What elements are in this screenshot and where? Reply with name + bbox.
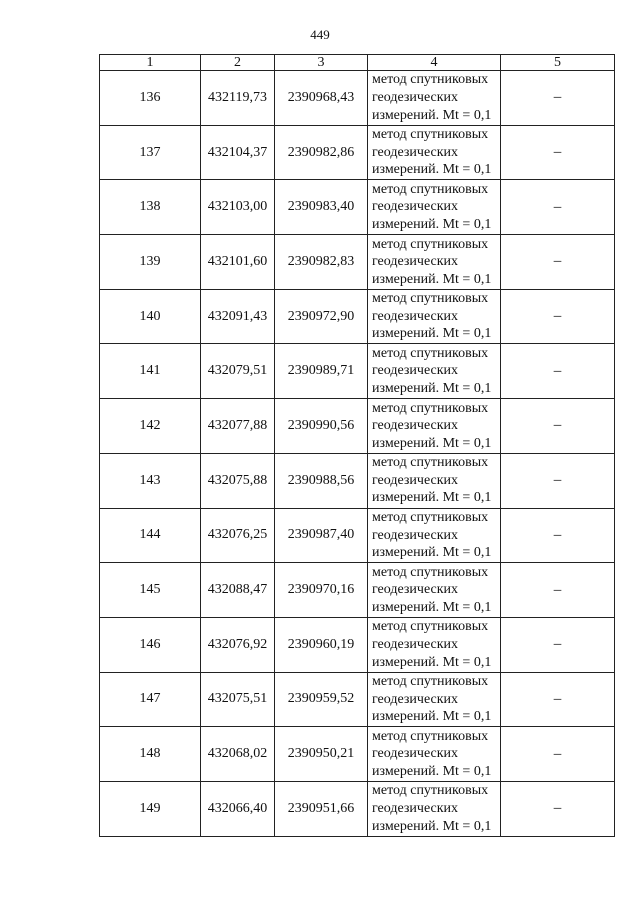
point-number-cell: 149 [100, 781, 201, 836]
table-row [100, 71, 615, 126]
coordinate-y-cell: 2390990,56 [275, 399, 368, 454]
coordinate-x-cell: 432088,47 [201, 563, 275, 618]
method-line: измерений. Mt = 0,1 [372, 763, 492, 779]
table-row [100, 617, 615, 672]
coordinate-y-cell: 2390989,71 [275, 344, 368, 399]
coordinate-x-cell: 432077,88 [201, 399, 275, 454]
method-cell [368, 727, 501, 782]
table-row [100, 453, 615, 508]
method-line: измерений. Mt = 0,1 [372, 162, 492, 178]
method-line: метод спутниковых [372, 345, 489, 361]
table-row [100, 781, 615, 836]
coordinate-y-cell: 2390987,40 [275, 508, 368, 563]
method-line: геодезических [372, 582, 459, 598]
note-cell [501, 399, 615, 454]
coordinate-x-cell: 432066,40 [201, 781, 275, 836]
note-dash: – [553, 800, 562, 817]
table-row [100, 344, 615, 399]
column-header-4: 4 [368, 55, 501, 71]
method-line: геодезических [372, 691, 459, 707]
note-cell [501, 781, 615, 836]
point-number-cell: 141 [100, 344, 201, 399]
point-number-cell: 147 [100, 672, 201, 727]
method-line: измерений. Mt = 0,1 [372, 271, 492, 287]
point-number-cell: 139 [100, 235, 201, 290]
method-cell [368, 125, 501, 180]
coordinates-table [99, 54, 615, 837]
table-row [100, 508, 615, 563]
method-cell [368, 453, 501, 508]
method-line: метод спутниковых [372, 72, 489, 88]
method-line: метод спутниковых [372, 509, 489, 525]
note-dash: – [553, 745, 562, 762]
note-dash: – [553, 472, 562, 489]
note-dash: – [553, 581, 562, 598]
method-line: метод спутниковых [372, 236, 489, 252]
method-cell [368, 617, 501, 672]
note-cell [501, 563, 615, 618]
coordinate-x-cell: 432075,88 [201, 453, 275, 508]
coordinate-y-cell: 2390959,52 [275, 672, 368, 727]
coordinate-y-cell: 2390988,56 [275, 453, 368, 508]
point-number-cell: 144 [100, 508, 201, 563]
method-line: метод спутниковых [372, 783, 489, 799]
point-number-cell: 136 [100, 71, 201, 126]
note-cell [501, 344, 615, 399]
method-cell [368, 235, 501, 290]
coordinate-y-cell: 2390982,83 [275, 235, 368, 290]
point-number-cell: 142 [100, 399, 201, 454]
point-number-cell: 143 [100, 453, 201, 508]
note-dash: – [553, 308, 562, 325]
table-row [100, 672, 615, 727]
coordinate-x-cell: 432068,02 [201, 727, 275, 782]
note-dash: – [553, 417, 562, 434]
point-number-cell: 148 [100, 727, 201, 782]
table-row [100, 727, 615, 782]
note-cell [501, 617, 615, 672]
point-number-cell: 140 [100, 289, 201, 344]
method-cell [368, 781, 501, 836]
coordinate-x-cell: 432091,43 [201, 289, 275, 344]
method-line: геодезических [372, 90, 459, 106]
method-line: измерений. Mt = 0,1 [372, 107, 492, 123]
point-number-cell: 138 [100, 180, 201, 235]
method-line: измерений. Mt = 0,1 [372, 490, 492, 506]
coordinate-y-cell: 2390960,19 [275, 617, 368, 672]
note-dash: – [553, 526, 562, 543]
method-line: геодезических [372, 199, 459, 215]
coordinate-x-cell: 432076,25 [201, 508, 275, 563]
table-row [100, 399, 615, 454]
coordinate-y-cell: 2390983,40 [275, 180, 368, 235]
note-dash: – [553, 362, 562, 379]
note-cell [501, 672, 615, 727]
note-cell [501, 508, 615, 563]
table-row [100, 289, 615, 344]
method-line: измерений. Mt = 0,1 [372, 381, 492, 397]
coordinate-x-cell: 432101,60 [201, 235, 275, 290]
point-number-cell: 137 [100, 125, 201, 180]
table-body [100, 71, 615, 837]
method-line: метод спутниковых [372, 564, 489, 580]
method-line: геодезических [372, 746, 459, 762]
coordinate-x-cell: 432079,51 [201, 344, 275, 399]
method-line: измерений. Mt = 0,1 [372, 654, 492, 670]
method-cell [368, 71, 501, 126]
method-line: геодезических [372, 418, 459, 434]
note-dash: – [553, 690, 562, 707]
note-cell [501, 289, 615, 344]
table-row [100, 180, 615, 235]
note-dash: – [553, 253, 562, 270]
note-cell [501, 235, 615, 290]
method-line: метод спутниковых [372, 127, 489, 143]
method-line: геодезических [372, 308, 459, 324]
method-cell [368, 672, 501, 727]
coordinate-x-cell: 432103,00 [201, 180, 275, 235]
method-line: метод спутниковых [372, 674, 489, 690]
method-cell [368, 180, 501, 235]
method-line: метод спутниковых [372, 181, 489, 197]
method-line: геодезических [372, 472, 459, 488]
method-line: измерений. Mt = 0,1 [372, 709, 492, 725]
method-line: геодезических [372, 363, 459, 379]
coordinate-y-cell: 2390972,90 [275, 289, 368, 344]
note-cell [501, 453, 615, 508]
coordinate-x-cell: 432076,92 [201, 617, 275, 672]
method-cell [368, 563, 501, 618]
note-dash: – [553, 89, 562, 106]
column-header-1: 1 [100, 55, 201, 71]
method-line: геодезических [372, 636, 459, 652]
page-number: 449 [310, 27, 330, 42]
method-line: геодезических [372, 800, 459, 816]
coordinate-y-cell: 2390950,21 [275, 727, 368, 782]
table-row [100, 235, 615, 290]
note-cell [501, 125, 615, 180]
method-line: измерений. Mt = 0,1 [372, 217, 492, 233]
point-number-cell: 146 [100, 617, 201, 672]
method-line: измерений. Mt = 0,1 [372, 818, 492, 834]
note-cell [501, 71, 615, 126]
method-line: геодезических [372, 254, 459, 270]
note-cell [501, 727, 615, 782]
note-dash: – [553, 636, 562, 653]
coordinate-y-cell: 2390982,86 [275, 125, 368, 180]
method-line: измерений. Mt = 0,1 [372, 435, 492, 451]
note-dash: – [553, 198, 562, 215]
table-row [100, 125, 615, 180]
column-header-5: 5 [501, 55, 615, 71]
table-header-row [100, 55, 615, 71]
method-line: измерений. Mt = 0,1 [372, 545, 492, 561]
method-cell [368, 508, 501, 563]
note-cell [501, 180, 615, 235]
point-number-cell: 145 [100, 563, 201, 618]
method-line: метод спутниковых [372, 728, 489, 744]
table-row [100, 563, 615, 618]
method-line: измерений. Mt = 0,1 [372, 599, 492, 615]
method-line: геодезических [372, 144, 459, 160]
method-line: измерений. Mt = 0,1 [372, 326, 492, 342]
coordinate-y-cell: 2390951,66 [275, 781, 368, 836]
method-cell [368, 399, 501, 454]
method-line: геодезических [372, 527, 459, 543]
coordinate-y-cell: 2390968,43 [275, 71, 368, 126]
method-line: метод спутниковых [372, 400, 489, 416]
method-cell [368, 344, 501, 399]
column-header-3: 3 [275, 55, 368, 71]
method-cell [368, 289, 501, 344]
method-line: метод спутниковых [372, 291, 489, 307]
method-line: метод спутниковых [372, 455, 489, 471]
coordinate-y-cell: 2390970,16 [275, 563, 368, 618]
note-dash: – [553, 144, 562, 161]
coordinate-x-cell: 432075,51 [201, 672, 275, 727]
method-line: метод спутниковых [372, 619, 489, 635]
column-header-2: 2 [201, 55, 275, 71]
coordinate-x-cell: 432104,37 [201, 125, 275, 180]
coordinate-x-cell: 432119,73 [201, 71, 275, 126]
